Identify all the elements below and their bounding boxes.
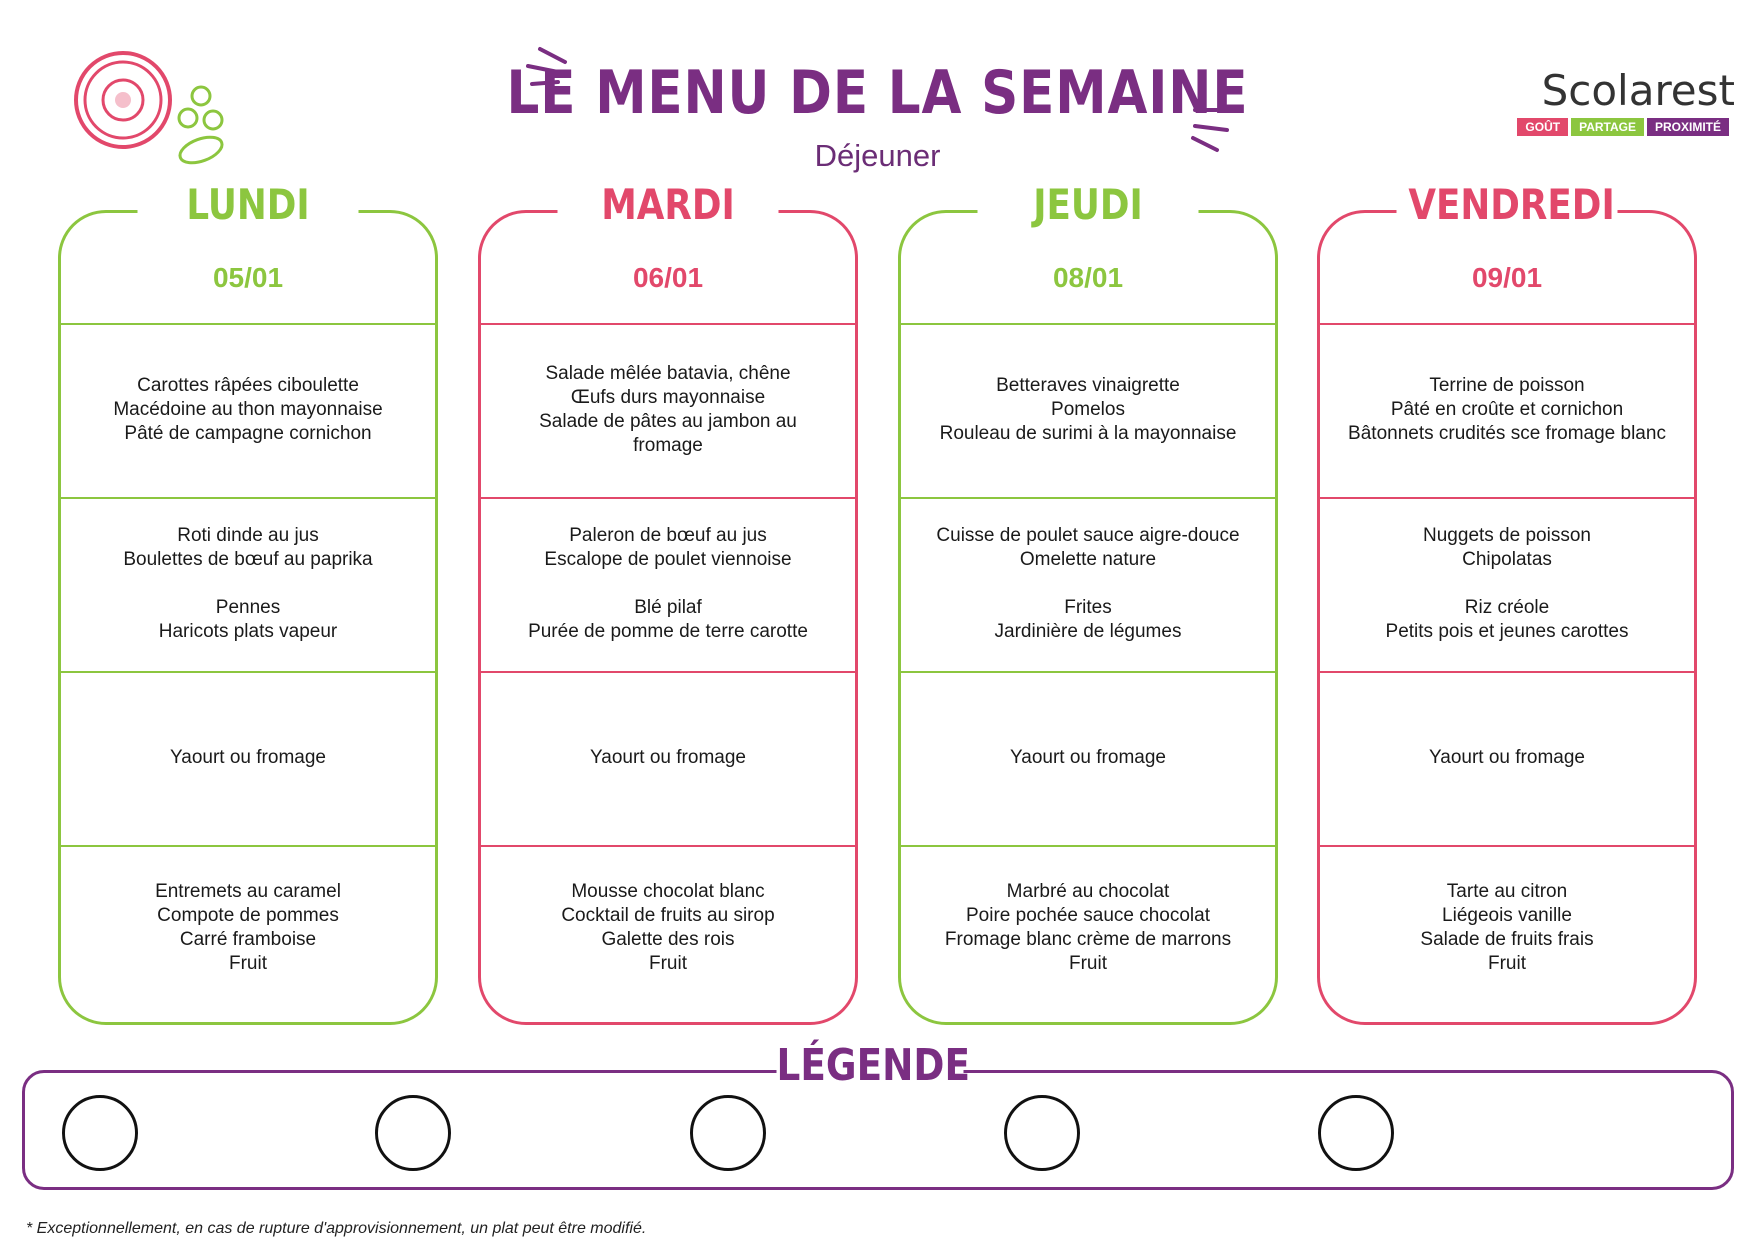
menu-item: Paleron de bœuf au jus (569, 525, 767, 546)
menu-item: Galette des rois (601, 928, 735, 950)
menu-item: Fruit (1488, 952, 1526, 974)
menu-item: Liégeois vanille (1442, 904, 1572, 926)
menu-item: Yaourt ou fromage (1010, 747, 1166, 768)
menu-section-mains (68, 497, 428, 671)
day-date: 08/01 (1052, 262, 1124, 293)
brand-tag: PARTAGE (1571, 118, 1644, 136)
menu-item: Purée de pomme de terre carotte (528, 621, 808, 642)
menu-item: Nuggets de poisson (1423, 525, 1591, 546)
menu-section-mains (1327, 497, 1687, 671)
legend-circle (1004, 1095, 1080, 1171)
menu-section-dairy (908, 671, 1268, 845)
menu-section-dairy (68, 671, 428, 845)
menu-item: Rouleau de surimi à la mayonnaise (939, 423, 1237, 444)
menu-item: Haricots plats vapeur (158, 621, 338, 642)
menu-item: Fruit (229, 952, 267, 974)
day-name: LUNDI (138, 180, 359, 229)
menu-item: Fruit (1069, 952, 1107, 974)
menu-item: Macédoine au thon mayonnaise (113, 399, 383, 420)
menu-item: Mousse chocolat blanc (571, 880, 765, 902)
menu-item: Petits pois et jeunes carottes (1385, 621, 1629, 642)
legend-title: LÉGENDE (776, 1040, 971, 1091)
menu-item: Compote de pommes (157, 904, 339, 926)
menu-section-mains (908, 497, 1268, 671)
page-title: LE MENU DE LA SEMAINE (506, 58, 1249, 128)
menu-item: Cuisse de poulet sauce aigre-douce (936, 525, 1240, 546)
menu-item: Carottes râpées ciboulette (137, 375, 359, 396)
menu-item: Salade de fruits frais (1420, 928, 1594, 950)
menu-item: Chipolatas (1462, 549, 1552, 570)
brand-logo (1542, 66, 1735, 115)
menu-item: Boulettes de bœuf au paprika (123, 549, 373, 570)
legend-circle (690, 1095, 766, 1171)
footnote: * Exceptionnellement, en cas de rupture d'approvisionnement, un plat peut être modifié. (26, 1220, 647, 1237)
menu-section-desserts (488, 845, 848, 1010)
day-date: 06/01 (632, 262, 704, 293)
menu-section-dairy (1327, 671, 1687, 845)
day-date: 05/01 (212, 262, 284, 293)
menu-item: Pennes (215, 597, 281, 618)
legend-circle (62, 1095, 138, 1171)
menu-section-starters (908, 323, 1268, 497)
brand-tag: GOÛT (1517, 118, 1568, 136)
brand-tagline (1517, 118, 1729, 136)
menu-section-desserts (68, 845, 428, 1010)
menu-item: Marbré au chocolat (1006, 880, 1170, 902)
menu-item: Blé pilaf (634, 597, 702, 618)
menu-item: Pomelos (1051, 399, 1125, 420)
menu-item: Carré framboise (179, 928, 317, 950)
menu-item: Salade de pâtes au jambon au (539, 411, 797, 432)
menu-item: Salade mêlée batavia, chêne (545, 363, 791, 384)
menu-item: Bâtonnets crudités sce fromage blanc (1348, 423, 1666, 444)
menu-item: Roti dinde au jus (177, 525, 319, 546)
menu-section-dairy (488, 671, 848, 845)
menu-item: Cocktail de fruits au sirop (561, 904, 775, 926)
menu-item: fromage (633, 435, 703, 456)
menu-item: Frites (1064, 597, 1112, 618)
menu-section-desserts (1327, 845, 1687, 1010)
menu-item: Yaourt ou fromage (1429, 747, 1585, 768)
brand-tag: PROXIMITÉ (1647, 118, 1729, 136)
menu-item: Poire pochée sauce chocolat (966, 904, 1210, 926)
menu-item: Betteraves vinaigrette (996, 375, 1180, 396)
menu-item: Tarte au citron (1446, 880, 1568, 902)
menu-item: Terrine de poisson (1429, 375, 1585, 396)
menu-section-starters (1327, 323, 1687, 497)
page-subtitle: Déjeuner (814, 138, 941, 173)
menu-section-starters (68, 323, 428, 497)
day-name: MARDI (558, 180, 779, 229)
menu-item: Riz créole (1464, 597, 1550, 618)
menu-section-mains (488, 497, 848, 671)
menu-item: Escalope de poulet viennoise (544, 549, 792, 570)
legend-circle (375, 1095, 451, 1171)
brand-name: Scolarest (1541, 66, 1735, 115)
menu-item: Œufs durs mayonnaise (570, 387, 766, 408)
menu-item: Yaourt ou fromage (590, 747, 746, 768)
menu-item: Yaourt ou fromage (170, 747, 326, 768)
day-name: VENDREDI (1397, 180, 1618, 229)
menu-section-desserts (908, 845, 1268, 1010)
menu-item: Entremets au caramel (155, 880, 341, 902)
day-name: JEUDI (978, 180, 1199, 229)
legend-circle (1318, 1095, 1394, 1171)
menu-item: Pâté en croûte et cornichon (1390, 399, 1624, 420)
menu-item: Fromage blanc crème de marrons (944, 928, 1232, 950)
menu-item: Jardinière de légumes (994, 621, 1182, 642)
menu-item: Omelette nature (1019, 549, 1157, 570)
menu-item: Fruit (649, 952, 687, 974)
menu-item: Pâté de campagne cornichon (124, 423, 372, 444)
day-date: 09/01 (1471, 262, 1543, 293)
menu-section-starters (488, 323, 848, 497)
